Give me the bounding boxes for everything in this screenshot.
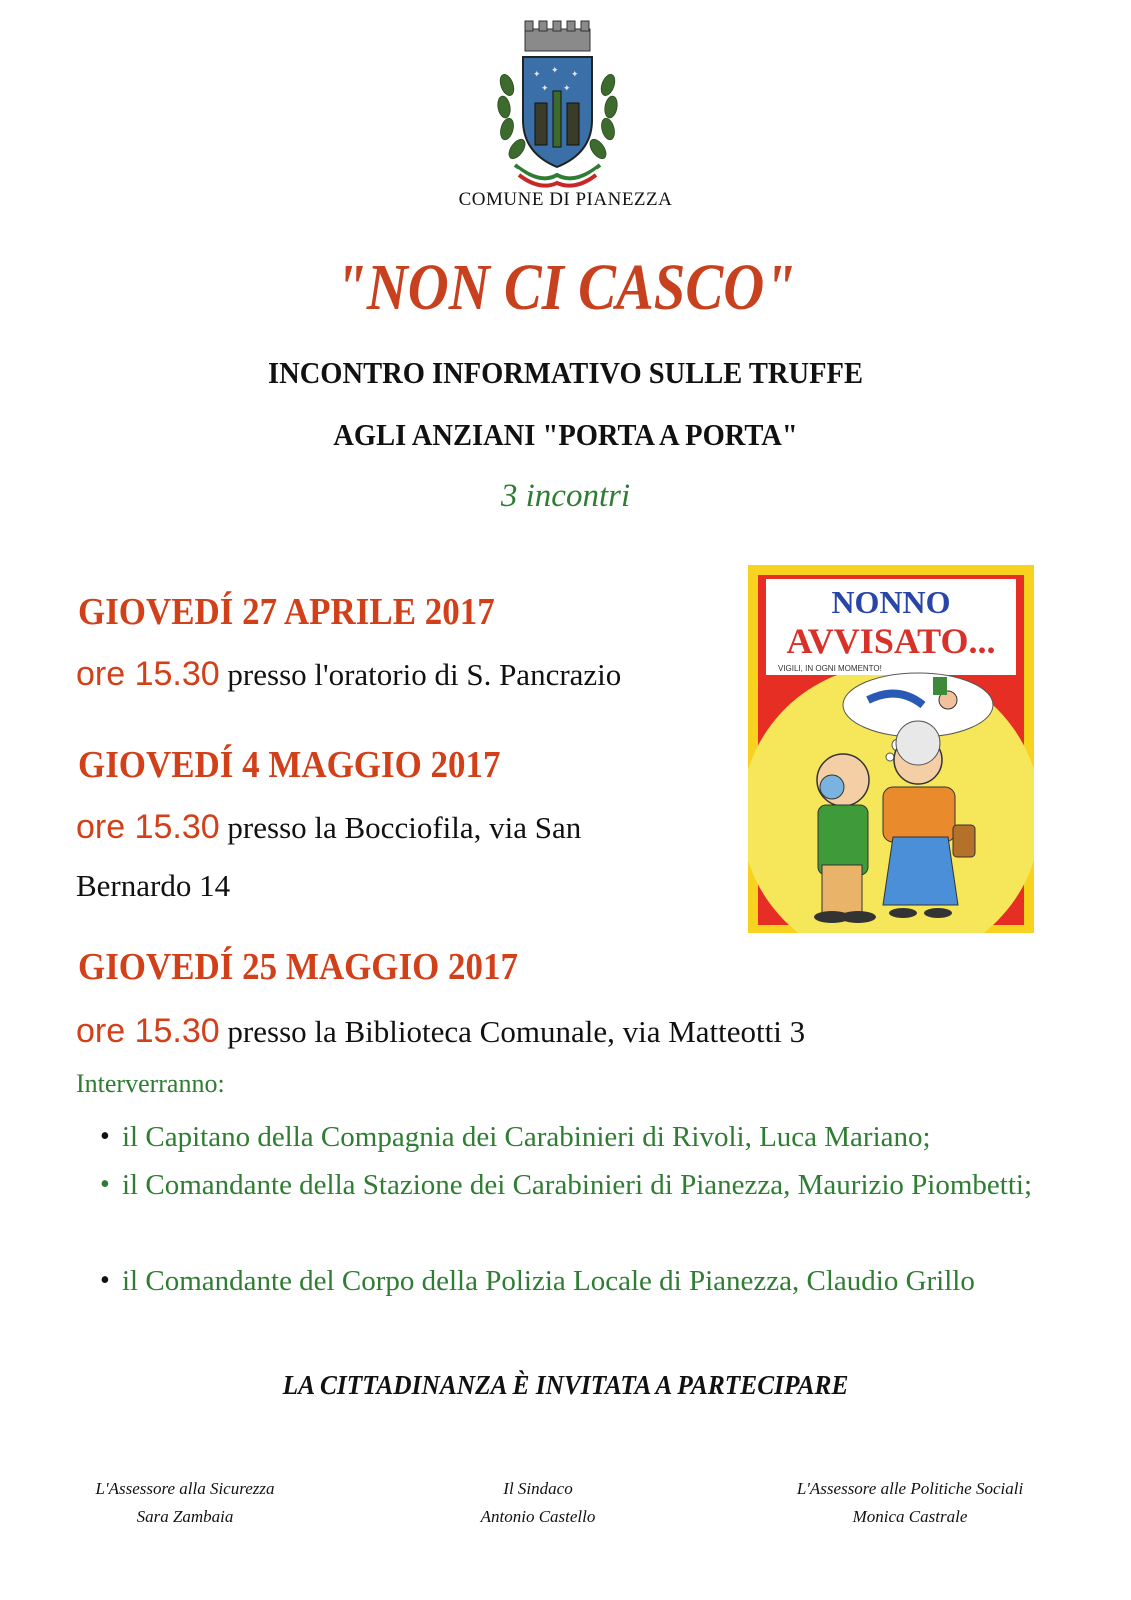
signature-name: Antonio Castello xyxy=(480,1507,596,1526)
subtitle-line-1: INCONTRO INFORMATIVO SULLE TRUFFE xyxy=(268,355,863,390)
meeting-time: ore 15.30 xyxy=(76,808,220,846)
bullet-icon: • xyxy=(100,1265,110,1296)
signature-block xyxy=(750,1475,1070,1531)
signature-name: Sara Zambaia xyxy=(136,1507,234,1526)
book-title-line-1: NONNO xyxy=(831,584,951,620)
signature-role: L'Assessore alla Sicurezza xyxy=(95,1479,275,1498)
signature-block xyxy=(378,1475,698,1531)
closing-invitation: LA CITTADINANZA È INVITATA A PARTECIPARE xyxy=(282,1370,849,1400)
svg-text:✦: ✦ xyxy=(533,70,541,80)
svg-text:✦: ✦ xyxy=(551,66,559,76)
meeting-time: ore 15.30 xyxy=(76,1012,220,1050)
svg-text:✦: ✦ xyxy=(571,70,579,80)
meeting-place: presso la Bocciofila, via San xyxy=(227,810,582,845)
comune-name: COMUNE DI PIANEZZA xyxy=(458,189,673,210)
meeting-date: GIOVEDÍ 4 MAGGIO 2017 xyxy=(78,744,501,786)
signature-block xyxy=(25,1475,345,1531)
meetings-count: 3 incontri xyxy=(500,478,631,514)
municipal-crest-icon xyxy=(495,15,620,190)
speaker-text: il Capitano della Compagnia dei Carabinieri di Rivoli, Luca Mariano; xyxy=(122,1121,931,1153)
meeting-details xyxy=(76,1012,805,1051)
list-item xyxy=(100,1257,1060,1353)
list-item xyxy=(100,1113,1060,1161)
book-cover-illustration xyxy=(748,565,1034,933)
book-tagline: VIGILI, IN OGNI MOMENTO! xyxy=(778,664,882,673)
signature-role: Il Sindaco xyxy=(503,1479,573,1498)
speaker-text: il Comandante della Stazione dei Carabinieri di Pianezza, Maurizio Piombetti; xyxy=(122,1169,1033,1201)
speaker-text: il Comandante del Corpo della Polizia Locale di Pianezza, Claudio Grillo xyxy=(122,1265,975,1297)
bullet-icon: • xyxy=(100,1121,110,1152)
meeting-date: GIOVEDÍ 27 APRILE 2017 xyxy=(78,591,495,633)
meeting-place: presso la Biblioteca Comunale, via Matteotti 3 xyxy=(227,1014,806,1049)
signature-name: Monica Castrale xyxy=(852,1507,968,1526)
meeting-details xyxy=(76,655,621,694)
bullet-icon: • xyxy=(100,1169,110,1200)
meeting-details xyxy=(76,808,581,847)
meeting-time: ore 15.30 xyxy=(76,655,220,693)
poster-title: "NON CI CASCO" xyxy=(335,251,796,324)
book-title-line-2: AVVISATO... xyxy=(786,621,996,661)
list-item xyxy=(100,1161,1060,1257)
meeting-place: presso l'oratorio di S. Pancrazio xyxy=(227,657,622,692)
speakers-label: Interverranno: xyxy=(76,1069,225,1098)
svg-text:✦: ✦ xyxy=(541,84,549,94)
meeting-date: GIOVEDÍ 25 MAGGIO 2017 xyxy=(78,946,518,988)
subtitle-line-2: AGLI ANZIANI "PORTA A PORTA" xyxy=(333,417,798,452)
meeting-place-continued: Bernardo 14 xyxy=(76,868,231,903)
svg-text:✦: ✦ xyxy=(563,84,571,94)
signature-role: L'Assessore alle Politiche Sociali xyxy=(796,1479,1024,1498)
